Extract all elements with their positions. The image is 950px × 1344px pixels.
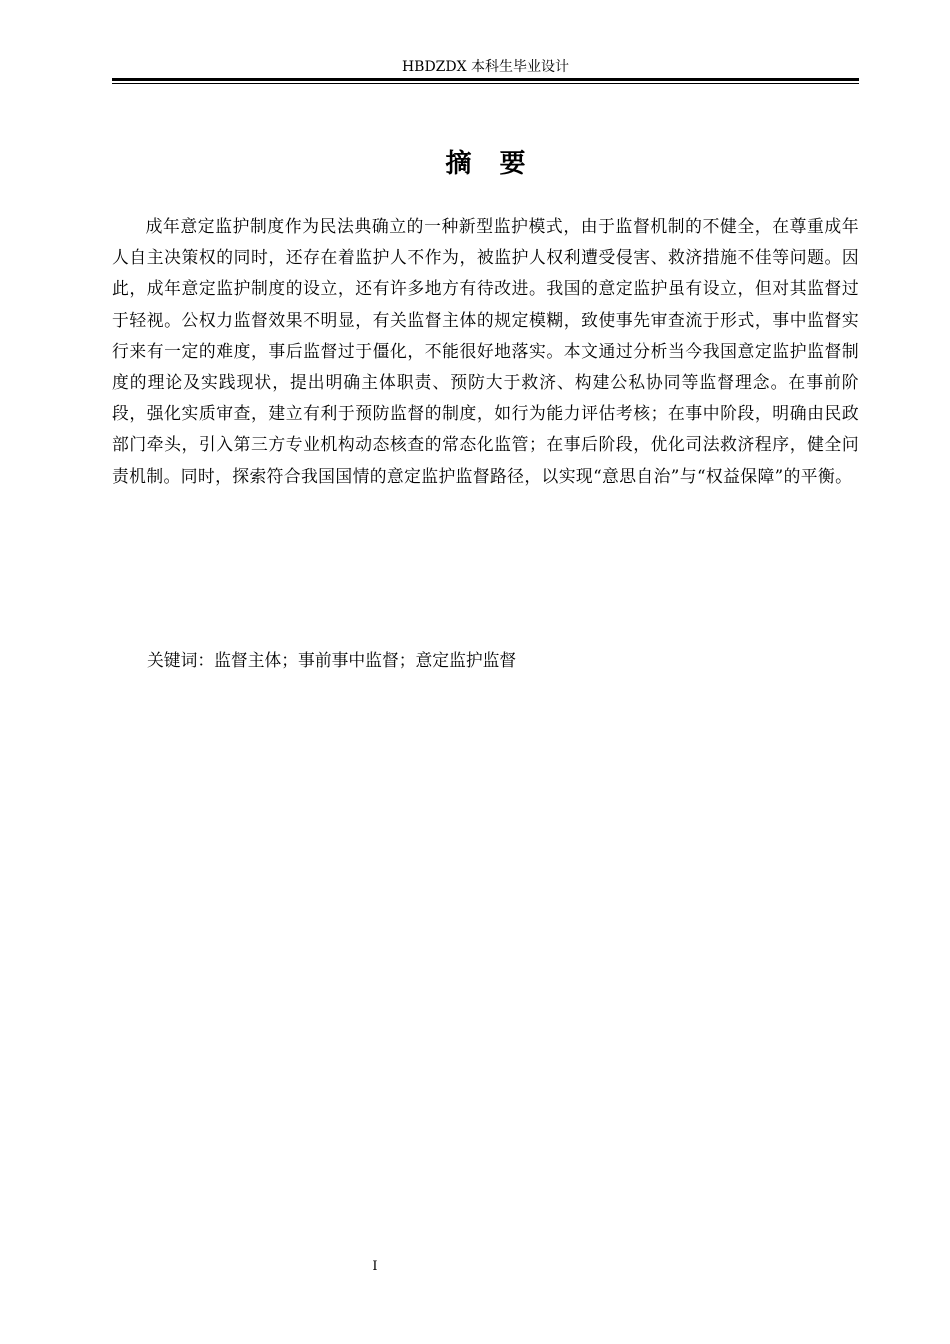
page-number: I	[372, 1259, 378, 1274]
abstract-body: 成年意定监护制度作为民法典确立的一种新型监护模式，由于监督机制的不健全，在尊重成年人自主决策权的同时，还存在着监护人不作为，被监护人权利遭受侵害、救济措施不佳等问题。因此，成年意定监护制度的设立，还有许多地方有待改进。我国的意定监护虽有设立，但对其监督过于轻视。公权力监督效果不明显，有关监督主体的规定模糊，致使事先审查流于形式，事中监督实行来有一定的难度，事后监督过于僵化，不能很好地落实。本文通过分析当今我国意定监护监督制度的理论及实践现状，提出明确主体职责、预防大于救济、构建公私协同等监督理念。在事前阶段，强化实质审查，建立有利于预防监督的制度，如行为能力评估考核；在事中阶段，明确由民政部门牵头，引入第三方专业机构动态核查的常态化监管；在事后阶段，优化司法救济程序，健全问责机制。同时，探索符合我国国情的意定监护监督路径，以实现“意思自治”与“权益保障”的平衡。	[112, 216, 859, 486]
header-rule-thick	[112, 78, 859, 81]
page-header-title: HBDZDX 本科生毕业设计	[401, 59, 570, 75]
keywords-line: 关键词：监督主体；事前事中监督；意定监护监督	[147, 650, 517, 670]
abstract-title: 摘要	[445, 149, 554, 179]
header-rule-thin	[112, 83, 859, 84]
